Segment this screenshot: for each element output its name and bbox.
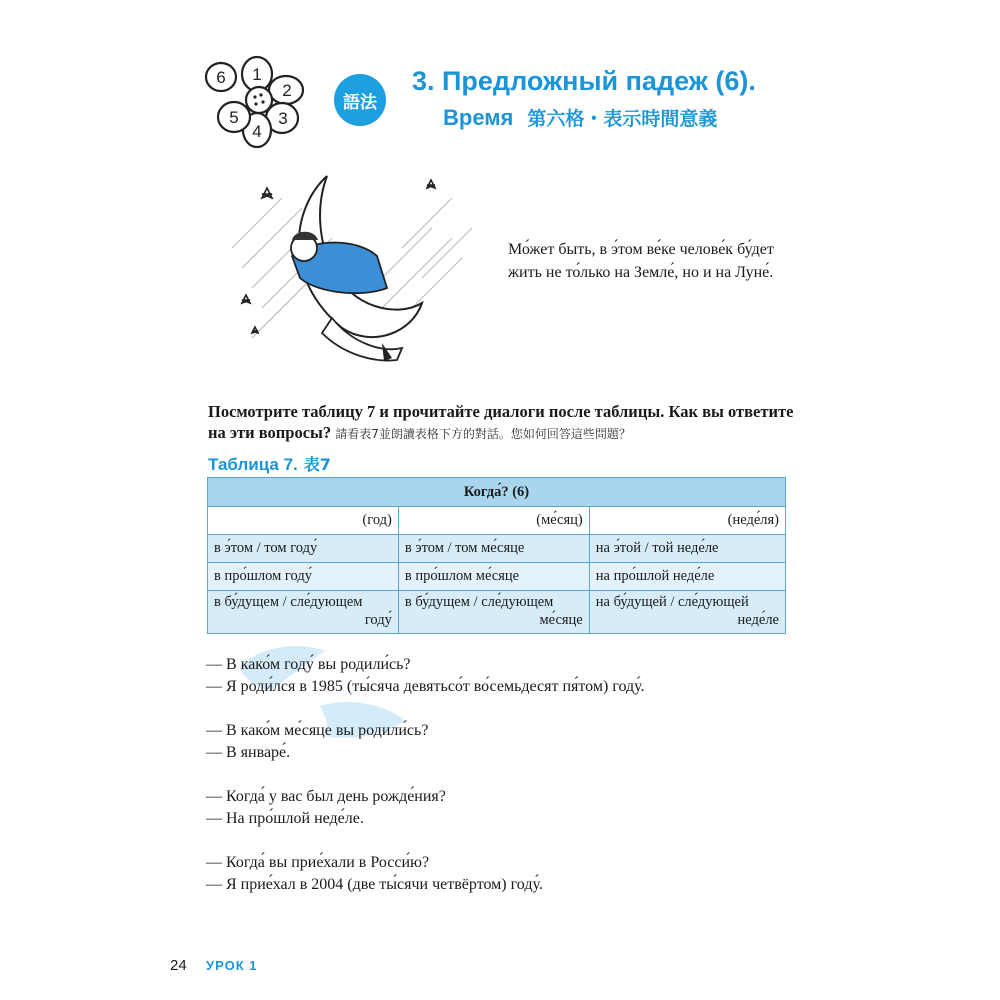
dialogue-answer: — В январе́.: [206, 744, 291, 761]
cell-text: на бу́дущей / сле́дующей: [595, 594, 749, 610]
time-expressions-table: [207, 477, 786, 634]
dialogue: [206, 654, 766, 698]
table-title-ru: Таблица 7.: [208, 455, 298, 474]
cell-text: году́: [364, 612, 392, 628]
dialogue-answer: — На про́шлой неде́ле.: [206, 810, 364, 827]
table-row: [208, 591, 786, 634]
dialogue: [206, 720, 766, 764]
cell-text: в бу́дущем / сле́дующем: [404, 594, 554, 610]
flower-number: 1: [252, 65, 262, 84]
caption-line: Мо́жет быть, в э́том ве́ке челове́к бу́дет: [508, 241, 774, 258]
lesson-label: УРОК 1: [206, 958, 258, 973]
cell-text: неде́ле: [737, 612, 779, 628]
table-cell: на э́той / той неде́ле: [589, 535, 785, 563]
dialogue-answer: — Я роди́лся в 1985 (ты́сяча девятьсо́т во́семьдесят пя́том) году́.: [206, 678, 645, 695]
dialogue: [206, 786, 766, 830]
flower-number: 4: [252, 122, 262, 141]
instruction-ru: Посмотрите таблицу 7 и прочитайте диалоги после таблицы. Как вы ответите на эти вопросы?: [208, 402, 794, 442]
table-cell: в э́том / том ме́сяце: [398, 535, 589, 563]
subtitle-ru: Время: [443, 105, 514, 130]
man-on-moon-illustration: [222, 168, 492, 368]
table-cell: в э́том / том году́: [208, 535, 399, 563]
table-row: [208, 535, 786, 563]
table-cell: [398, 591, 589, 634]
flower-number: 2: [282, 81, 292, 100]
cell-text: ме́сяце: [539, 612, 583, 628]
page-title: 3. Предложный падеж (6).: [412, 66, 756, 96]
table-title-zh: 表7: [303, 455, 331, 474]
subtitle-zh: 第六格・表示時間意義: [527, 108, 718, 130]
table-cell: на про́шлой неде́ле: [589, 563, 785, 591]
table-caption: Когда́? (6): [208, 478, 786, 507]
column-header: (год): [208, 507, 399, 535]
cell-text: в бу́дущем / сле́дующем: [214, 594, 363, 610]
flower-number: 6: [216, 68, 226, 87]
page-number: 24: [170, 957, 187, 974]
column-header: (неде́ля): [589, 507, 785, 535]
dialogue-question: — В како́м году́ вы родили́сь?: [206, 656, 411, 673]
dialogue: [206, 852, 766, 896]
column-header: (ме́сяц): [398, 507, 589, 535]
table-row: [208, 563, 786, 591]
dialogue-question: — В како́м ме́сяце вы родили́сь?: [206, 722, 429, 739]
table-cell: в про́шлом году́: [208, 563, 399, 591]
table-cell: [589, 591, 785, 634]
illustration-caption: [508, 238, 808, 284]
flower-number: 3: [278, 109, 288, 128]
grammar-badge: 語法: [334, 74, 386, 126]
page-subtitle: [443, 104, 717, 131]
table-cell: [208, 591, 399, 634]
numbered-flower-icon: [200, 55, 310, 155]
flower-number: 5: [229, 108, 239, 127]
table-cell: в про́шлом ме́сяце: [398, 563, 589, 591]
dialogues: [206, 654, 766, 918]
dialogue-question: — Когда́ у вас был день рожде́ния?: [206, 788, 446, 805]
dialogue-answer: — Я прие́хал в 2004 (две ты́сячи четвёртом) году́.: [206, 876, 543, 893]
exercise-instruction: [208, 401, 808, 445]
dialogue-question: — Когда́ вы прие́хали в Росси́ю?: [206, 854, 430, 871]
caption-line: жить не то́лько на Земле́, но и на Луне́.: [508, 264, 774, 281]
table-title: [208, 452, 331, 475]
instruction-zh: 請看表7並朗讀表格下方的對話。您如何回答這些問題？: [335, 427, 631, 441]
